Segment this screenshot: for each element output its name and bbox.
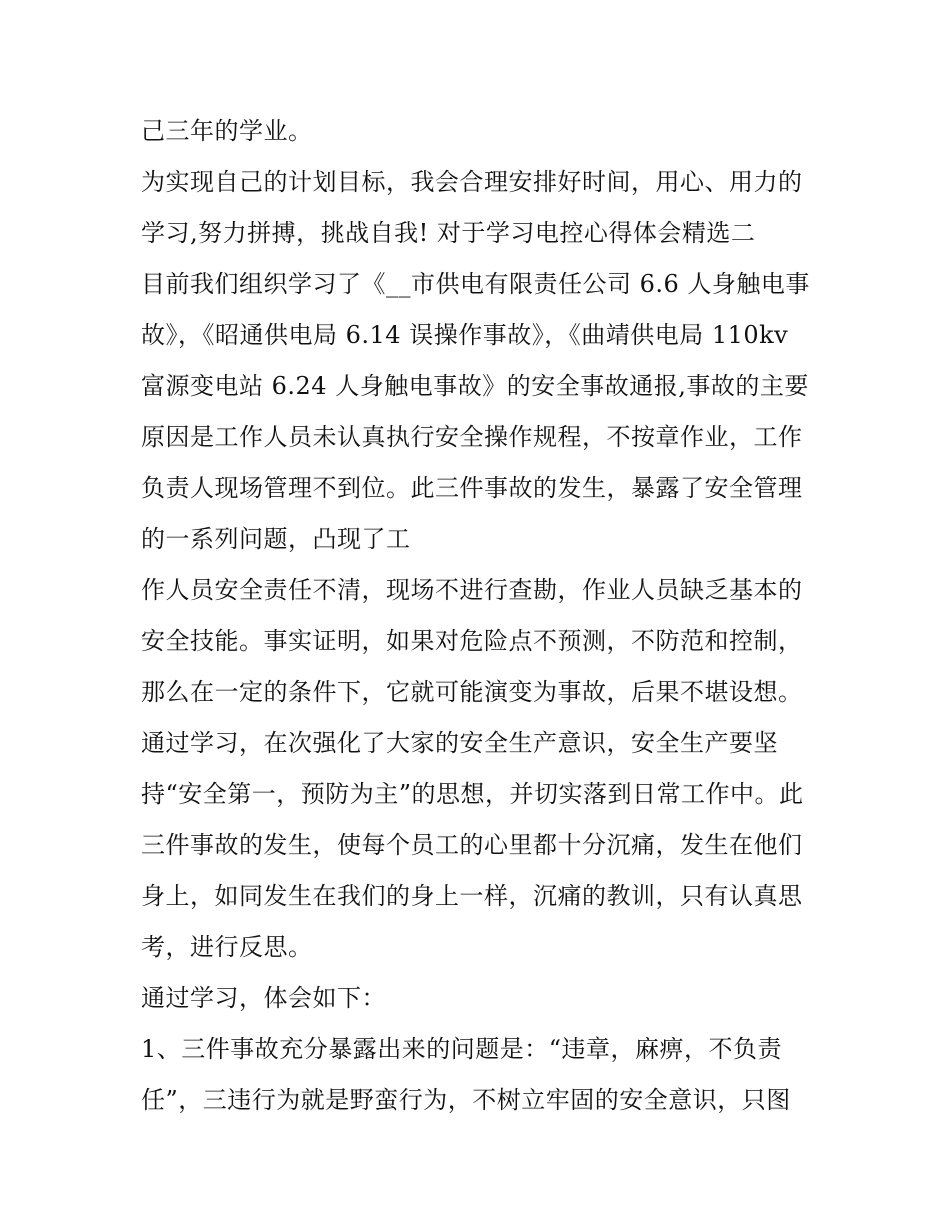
text-line: 学习,努力拼搏，挑战自我! 对于学习电控心得体会精选二	[141, 219, 756, 247]
text-line: 考，进行反思。	[141, 933, 313, 961]
text-line: 通过学习，体会如下：	[141, 984, 386, 1012]
text-line: 1、三件事故充分暴露出来的问题是：“违章，麻痹，不负责	[141, 1035, 783, 1063]
text-line: 故》，《昭通供电局 6.14 误操作事故》，《曲靖供电局 110kv	[141, 321, 789, 349]
text-line: 目前我们组织学习了《__市供电有限责任公司 6.6 人身触电事	[141, 270, 810, 298]
text-line: 任”，三违行为就是野蛮行为，不树立牢固的安全意识，只图	[141, 1086, 791, 1114]
text-line: 作人员安全责任不清，现场不进行查勘，作业人员缺乏基本的	[141, 576, 803, 604]
text-line: 为实现自己的计划目标，我会合理安排好时间，用心、用力的	[141, 168, 803, 196]
text-line: 负责人现场管理不到位。此三件事故的发生，暴露了安全管理	[141, 474, 803, 502]
text-line: 三件事故的发生，使每个员工的心里都十分沉痛，发生在他们	[141, 831, 803, 859]
text-line: 身上，如同发生在我们的身上一样，沉痛的教训，只有认真思	[141, 882, 803, 910]
text-line: 那么在一定的条件下，它就可能演变为事故，后果不堪设想。	[141, 678, 803, 706]
text-line: 的一系列问题，凸现了工	[141, 525, 411, 553]
text-line: 己三年的学业。	[141, 117, 313, 145]
text-line: 持“安全第一，预防为主”的思想，并切实落到日常工作中。此	[141, 780, 804, 808]
text-line: 富源变电站 6.24 人身触电事故》的安全事故通报,事故的主要	[141, 372, 809, 400]
text-line: 原因是工作人员未认真执行安全操作规程，不按章作业，工作	[141, 423, 803, 451]
text-line: 安全技能。事实证明，如果对危险点不预测，不防范和控制，	[141, 627, 803, 655]
body-text	[141, 106, 821, 1126]
text-line: 通过学习，在次强化了大家的安全生产意识，安全生产要坚	[141, 729, 778, 757]
